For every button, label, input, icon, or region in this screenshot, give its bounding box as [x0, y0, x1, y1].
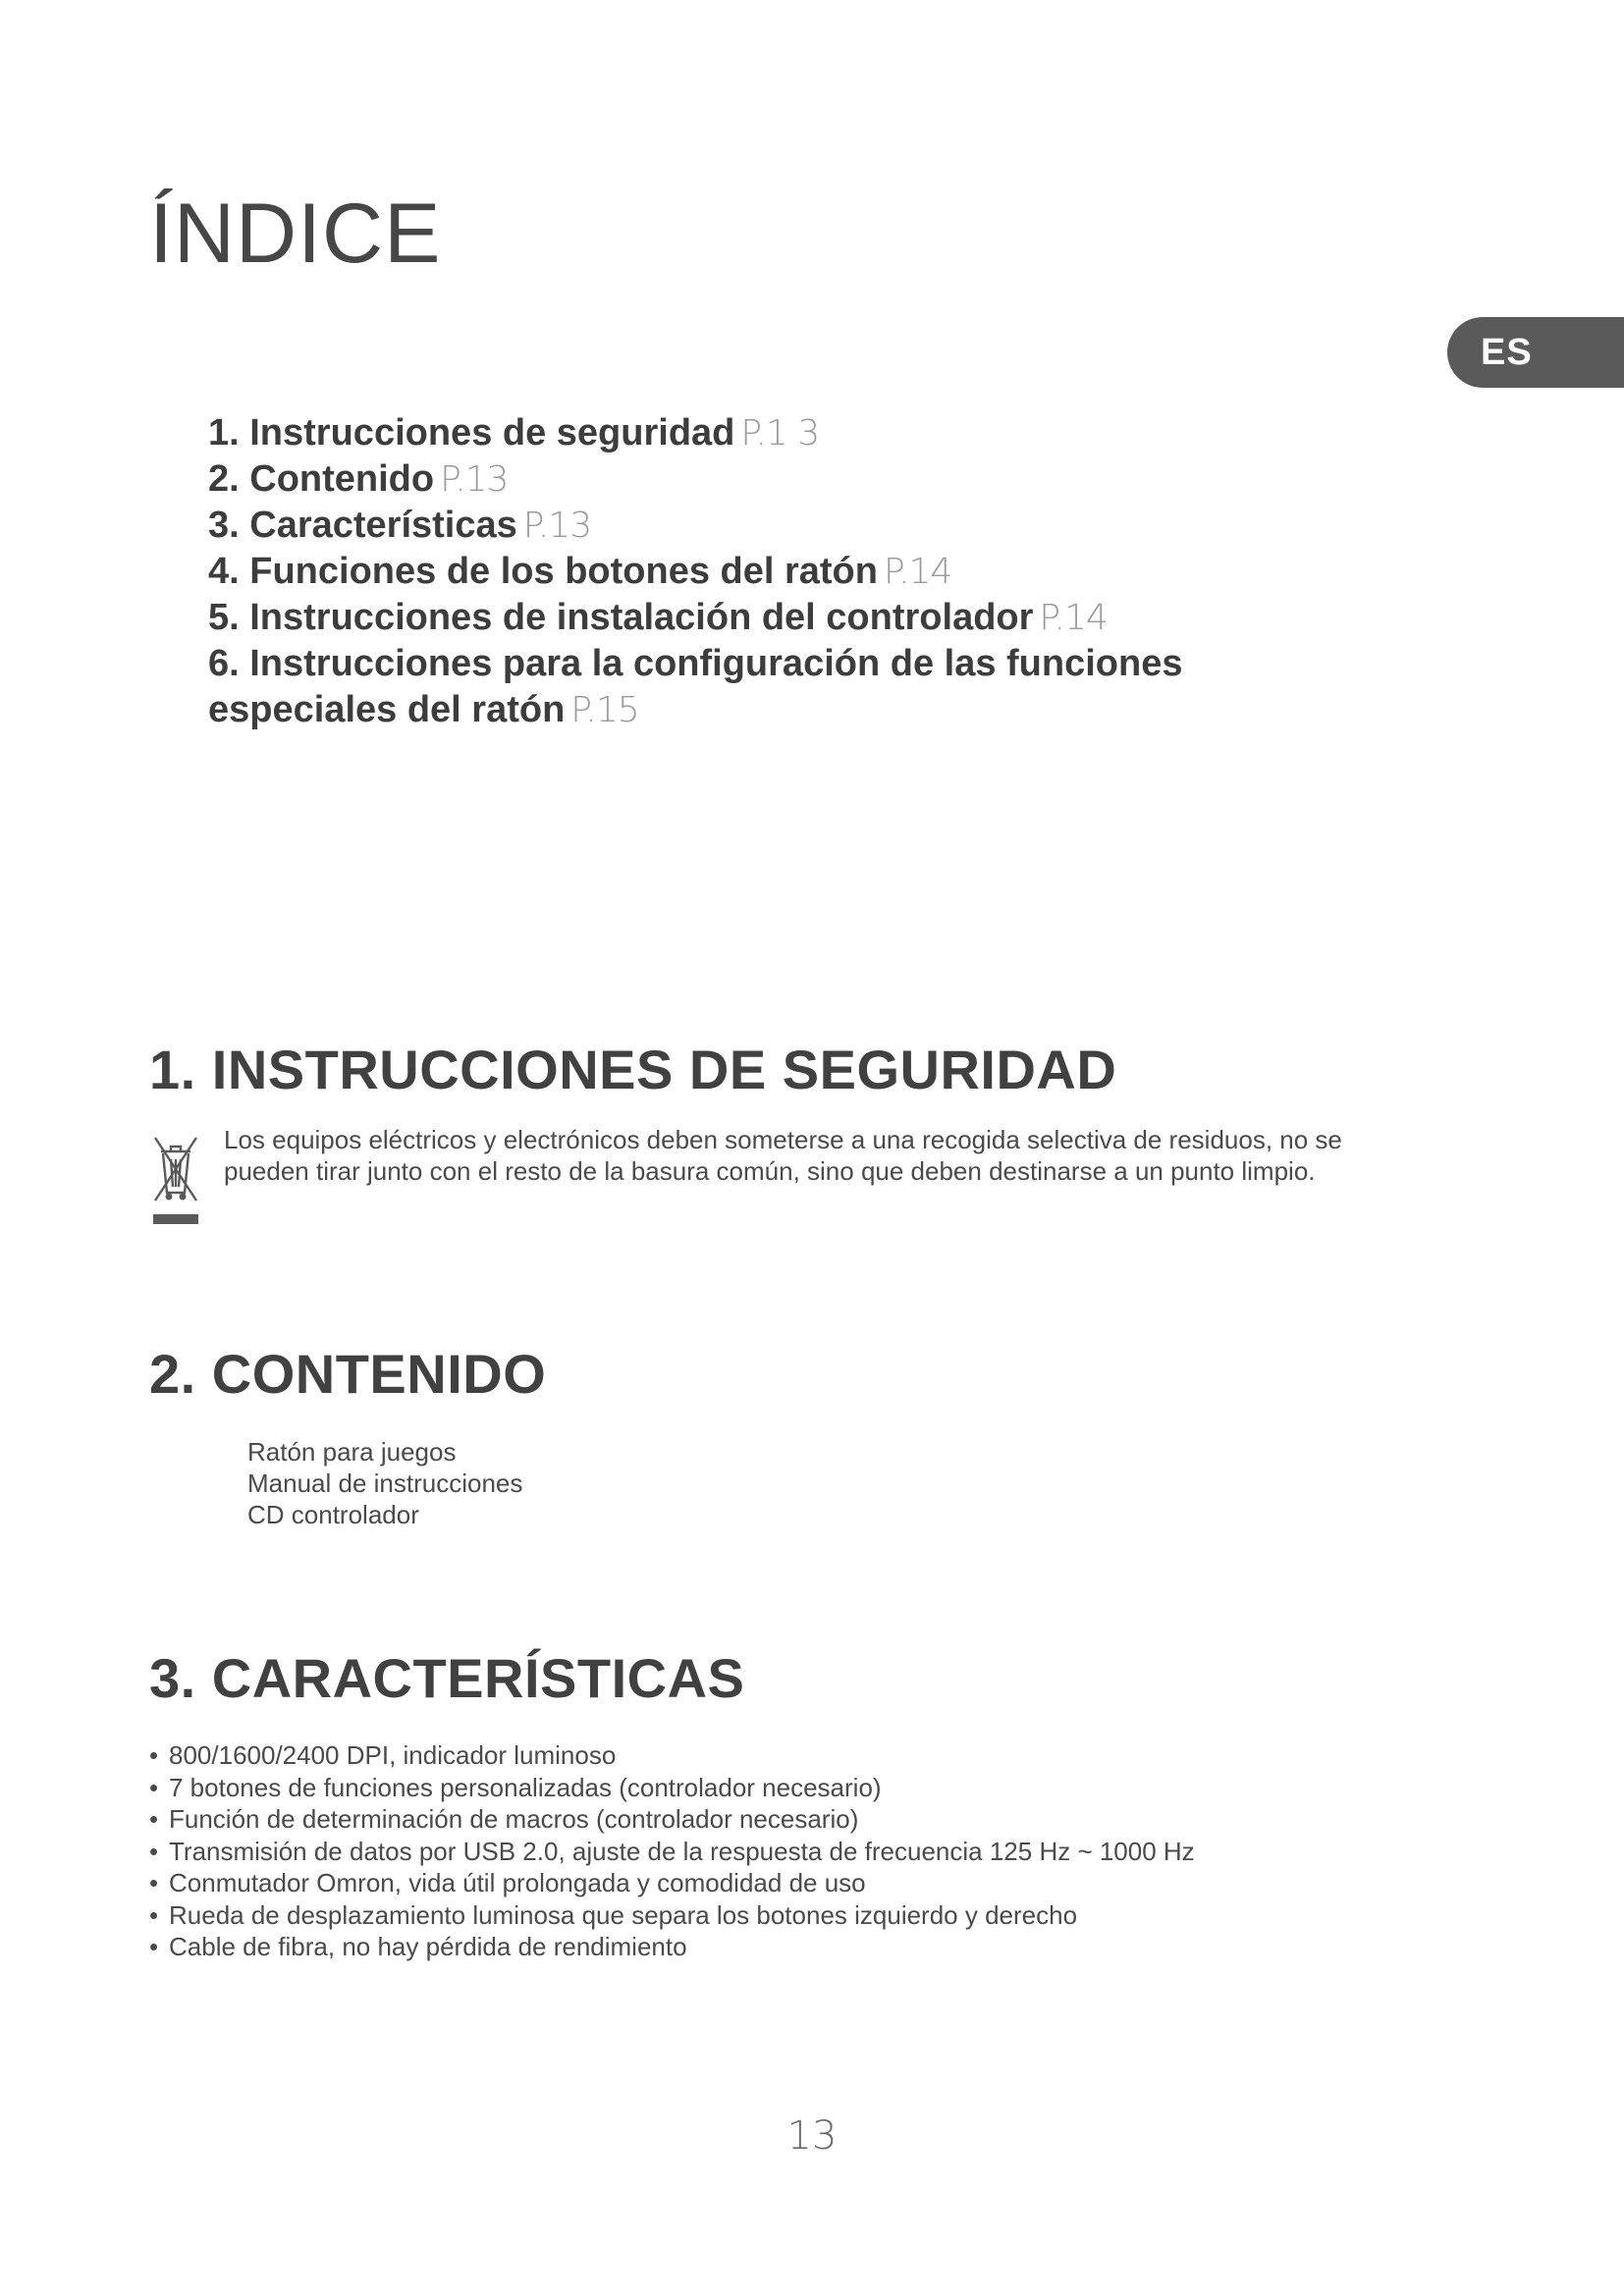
toc-item-page: P.1 3: [740, 413, 820, 454]
toc-item-label: 2. Contenido: [208, 458, 435, 500]
page-title: ÍNDICE: [149, 187, 442, 281]
language-tab: [1447, 317, 1624, 388]
bullet-icon: •: [149, 1740, 159, 1770]
table-of-contents: [208, 410, 1288, 733]
list-item-text: 7 botones de funciones personalizadas (controlador necesario): [169, 1772, 882, 1802]
list-item-text: Cable de fibra, no hay pérdida de rendimiento: [169, 1932, 687, 1961]
list-item: [149, 1772, 1455, 1804]
bullet-icon: •: [149, 1836, 159, 1866]
toc-item[interactable]: [208, 503, 1288, 549]
bullet-icon: •: [149, 1932, 159, 1961]
toc-item-page: P.15: [570, 690, 639, 730]
list-item: [149, 1836, 1455, 1868]
toc-item[interactable]: [208, 549, 1288, 595]
bullet-icon: •: [149, 1772, 159, 1802]
toc-item[interactable]: [208, 595, 1288, 641]
list-item-text: Transmisión de datos por USB 2.0, ajuste de la respuesta de frecuencia 125 Hz ~ 1000 Hz: [169, 1836, 1195, 1866]
list-item: [149, 1899, 1455, 1932]
contents-list: [247, 1436, 522, 1530]
list-item-text: Conmutador Omron, vida útil prolongada y comodidad de uso: [169, 1868, 866, 1897]
toc-item-page: P.13: [522, 506, 592, 546]
toc-item[interactable]: [208, 687, 1288, 733]
list-item: CD controlador: [247, 1500, 419, 1529]
section-heading-features: 3. CARACTERÍSTICAS: [149, 1647, 745, 1709]
list-item: [149, 1867, 1455, 1899]
list-item-text: 800/1600/2400 DPI, indicador luminoso: [169, 1740, 617, 1770]
list-item: Manual de instrucciones: [247, 1468, 523, 1498]
toc-item[interactable]: [208, 456, 1288, 503]
toc-item-label: 1. Instrucciones de seguridad: [208, 412, 735, 454]
list-item-text: Función de determinación de macros (controlador necesario): [169, 1804, 859, 1834]
toc-item-label: 6. Instrucciones para la configuración de las funciones: [208, 643, 1183, 684]
toc-item-page: P.14: [1039, 598, 1108, 638]
toc-item-label: especiales del ratón: [208, 689, 566, 730]
toc-item[interactable]: [208, 641, 1288, 687]
bullet-icon: •: [149, 1899, 159, 1930]
toc-item-label: 5. Instrucciones de instalación del controlador: [208, 597, 1034, 638]
toc-item-label: 4. Funciones de los botones del ratón: [208, 551, 878, 592]
features-list: [149, 1739, 1455, 1963]
bullet-icon: •: [149, 1804, 159, 1834]
list-item: [149, 1803, 1455, 1836]
section-heading-contents: 2. CONTENIDO: [149, 1343, 547, 1405]
list-item-text: Rueda de desplazamiento luminosa que separa los botones izquierdo y derecho: [169, 1899, 1078, 1930]
toc-item[interactable]: [208, 410, 1288, 456]
list-item: Ratón para juegos: [247, 1437, 457, 1467]
section-heading-safety: 1. INSTRUCCIONES DE SEGURIDAD: [149, 1039, 1117, 1100]
page-number: 13: [786, 2113, 838, 2159]
weee-crossed-bin-icon: [149, 1130, 202, 1228]
list-item: [149, 1931, 1455, 1963]
language-tab-label: ES: [1481, 331, 1533, 373]
toc-item-page: P.14: [883, 552, 952, 592]
safety-text: Los equipos eléctricos y electrónicos deben someterse a una recogida selectiva de residuos, no se pueden tirar junto con el resto de la basura común, sino que deben destinarse a un punto limpio.: [224, 1125, 1342, 1186]
toc-item-page: P.13: [440, 459, 509, 500]
bullet-icon: •: [149, 1868, 159, 1897]
list-item: [149, 1739, 1455, 1772]
toc-item-label: 3. Características: [208, 505, 517, 546]
